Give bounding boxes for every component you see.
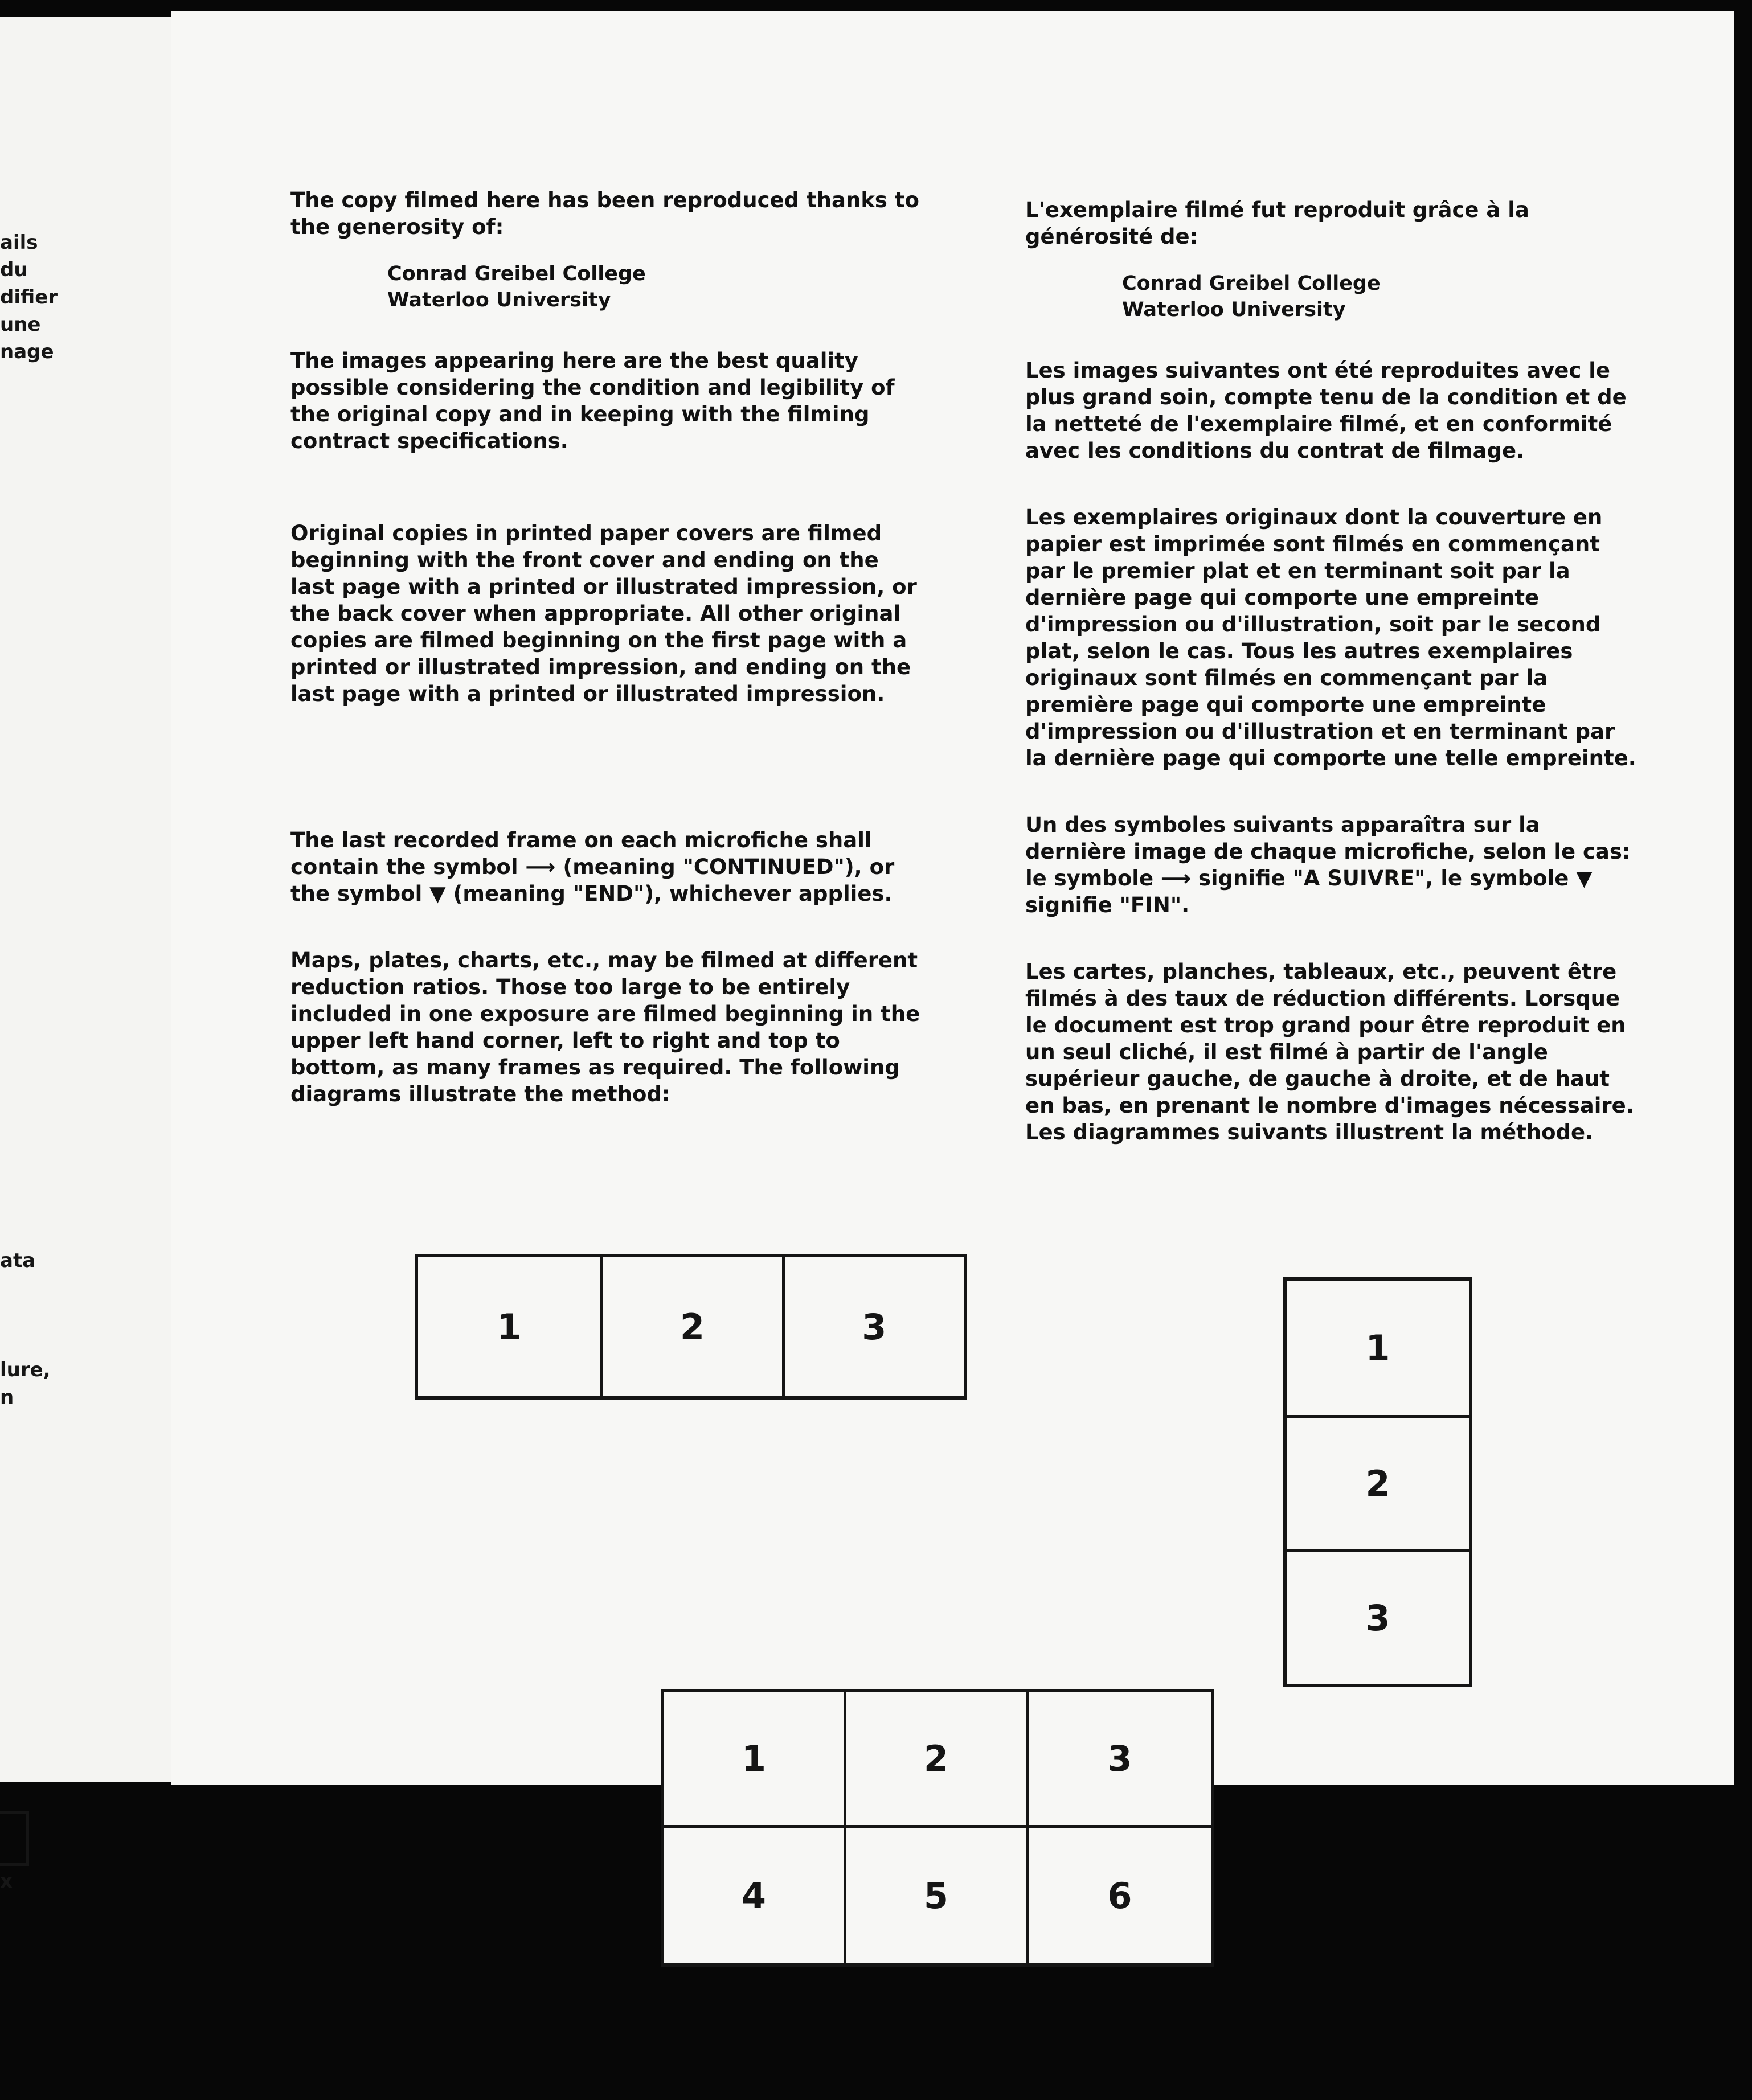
frame-number: 2 <box>1287 1415 1469 1549</box>
frame-number: 3 <box>782 1257 964 1396</box>
en-quality-paragraph: The images appearing here are the best quality possible considering the condition and legibility of the original copy and in keeping with the filming contract specifications. <box>290 348 895 453</box>
en-university-name: Waterloo University <box>387 289 611 311</box>
frame-number: 3 <box>1029 1692 1211 1828</box>
frame-number: 2 <box>846 1692 1029 1828</box>
frame-number: 5 <box>846 1828 1029 1963</box>
left-text-fragment: difier <box>0 286 58 309</box>
frame-number: 1 <box>1365 1327 1390 1369</box>
left-text-fragment: lure, <box>0 1359 51 1381</box>
left-text-fragment: n <box>0 1386 14 1409</box>
grid-frame-diagram <box>661 1689 1214 1967</box>
left-page-fragment <box>0 17 173 1893</box>
left-diagram-box-fragment <box>0 1811 29 1866</box>
fr-original-copies-paragraph: Les exemplaires originaux dont la couverture en papier est imprimée sont filmés en commençant par le premier plat et en terminant soit par la dernière page qui comporte une empreinte d'impression ou d'illustration, soit par le second plat, selon le cas. Tous les autres exemplaires originaux sont filmés en commençant par la première page qui comporte une empreinte d'impression ou d'illustration et en terminant par la dernière page qui comporte une telle empreinte. <box>1025 505 1636 770</box>
fr-maps-paragraph: Les cartes, planches, tableaux, etc., peuvent être filmés à des taux de réduction différents. Lorsque le document est trop grand pour être reproduit en un seul cliché, il est filmé à partir de l'angle supérieur gauche, de gauche à droite, et de haut en bas, en prenant le nombre d'images nécessaire. Les diagrammes suivants illustrent la méthode. <box>1025 959 1634 1145</box>
en-maps-paragraph: Maps, plates, charts, etc., may be filmed at different reduction ratios. Those too large to be entirely included in one exposure are filmed beginning in the upper left hand corner, left to right and top to bottom, as many frames as required. The following diagrams illustrate the method: <box>290 948 920 1106</box>
frame-number: 2 <box>600 1257 781 1396</box>
fr-symbol-paragraph: Un des symboles suivants apparaîtra sur la dernière image de chaque microfiche, selon le cas: le symbole ⟶ signifie "A SUIVRE", le symbole ▼ signifie "FIN". <box>1025 813 1631 917</box>
fr-quality-paragraph: Les images suivantes ont été reproduites avec le plus grand soin, compte tenu de la condition et de la netteté de l'exemplaire filmé, et en conformité avec les conditions du contrat de filmage. <box>1025 358 1627 463</box>
left-text-fragment: ata <box>0 1249 36 1272</box>
left-text-fragment: du <box>0 259 28 281</box>
fr-institution-name: Conrad Greibel College <box>1122 272 1381 295</box>
horizontal-frame-diagram <box>415 1254 967 1400</box>
en-institution-name: Conrad Greibel College <box>387 262 646 285</box>
frame-number: 1 <box>664 1692 846 1828</box>
left-text-fragment: x <box>0 1870 13 1893</box>
frame-number: 6 <box>1107 1875 1132 1917</box>
frame-number: 4 <box>664 1828 846 1963</box>
en-symbol-paragraph: The last recorded frame on each microfiche shall contain the symbol ⟶ (meaning "CONTINUED"), or the symbol ▼ (meaning "END"), whichever applies. <box>290 828 895 906</box>
english-column <box>290 187 928 1108</box>
left-text-fragment: une <box>0 313 41 336</box>
fr-university-name: Waterloo University <box>1122 298 1346 321</box>
french-column <box>1025 196 1640 1146</box>
frame-number: 3 <box>1287 1549 1469 1684</box>
left-text-fragment: ails <box>0 231 38 254</box>
vertical-frame-diagram <box>1283 1277 1472 1687</box>
frame-number: 1 <box>497 1306 522 1348</box>
fr-generosity-text: L'exemplaire filmé fut reproduit grâce à la générosité de: <box>1025 198 1529 249</box>
en-original-copies-paragraph: Original copies in printed paper covers are filmed beginning with the front cover and ending on the last page with a printed or illustrated impression, or the back cover when appropriate. All other original copies are filmed beginning on the first page with a printed or illustrated impression, and ending on the last page with a printed or illustrated impression. <box>290 521 917 706</box>
left-text-fragment: nage <box>0 341 54 363</box>
en-generosity-text: The copy filmed here has been reproduced thanks to the generosity of: <box>290 188 919 239</box>
